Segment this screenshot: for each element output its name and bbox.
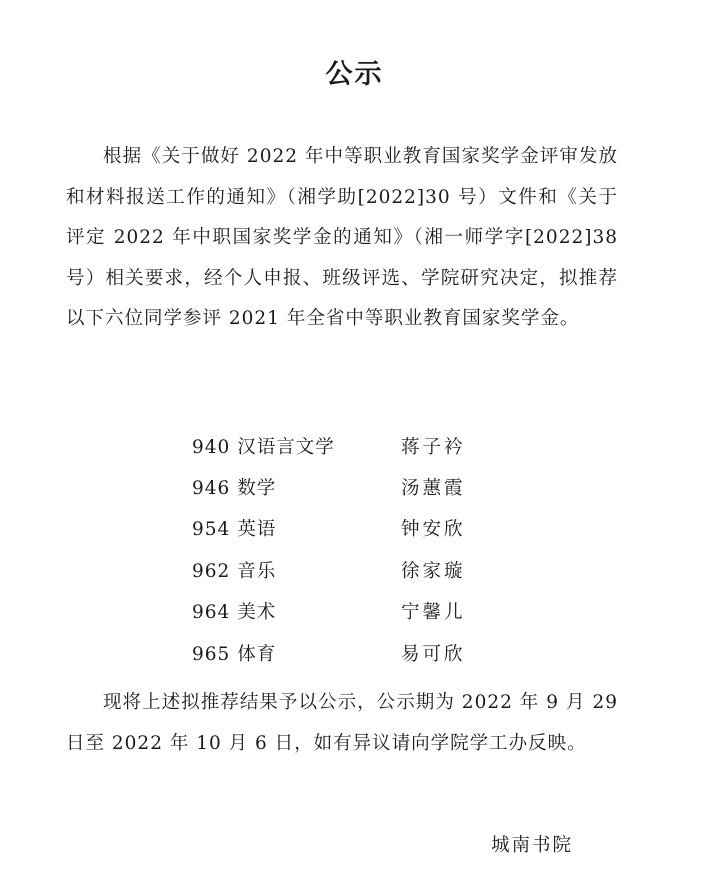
list-item xyxy=(192,425,466,466)
student-major: 964 美术 xyxy=(192,602,277,624)
student-name: 钟安欣 xyxy=(401,519,466,541)
list-item xyxy=(192,549,466,590)
student-major: 940 汉语言文学 xyxy=(192,436,335,458)
student-name: 宁馨儿 xyxy=(401,602,466,624)
signature: 城南书院 xyxy=(491,835,574,856)
student-major: 965 体育 xyxy=(192,643,277,665)
list-item xyxy=(192,508,466,549)
page-title: 公示 xyxy=(325,59,384,90)
student-name: 徐家璇 xyxy=(401,560,466,582)
student-list xyxy=(192,425,466,673)
list-item xyxy=(192,466,466,507)
student-name: 汤蕙霞 xyxy=(401,478,466,500)
student-name: 蒋子衿 xyxy=(401,436,466,458)
announcement-paragraph: 现将上述拟推荐结果予以公示，公示期为 2022 年 9 月 29 日至 2022 年 10 月 6 日，如有异议请向学院学工办反映。 xyxy=(66,692,618,754)
student-major: 962 音乐 xyxy=(192,560,277,582)
list-item xyxy=(192,591,466,632)
student-major: 954 英语 xyxy=(192,519,277,541)
student-major: 946 数学 xyxy=(192,478,277,500)
student-name: 易可欣 xyxy=(401,643,466,665)
list-item xyxy=(192,632,466,673)
intro-paragraph: 根据《关于做好 2022 年中等职业教育国家奖学金评审发放和材料报送工作的通知》（湘学助[2022]30 号）文件和《关于评定 2022 年中职国家奖学金的通知》（湘一师学字[2022]38 号）相关要求，经个人申报、班级评选、学院研究决定，拟推荐以下六位同学参评 2021 年全省中等职业教育国家奖学金。 xyxy=(66,146,618,329)
